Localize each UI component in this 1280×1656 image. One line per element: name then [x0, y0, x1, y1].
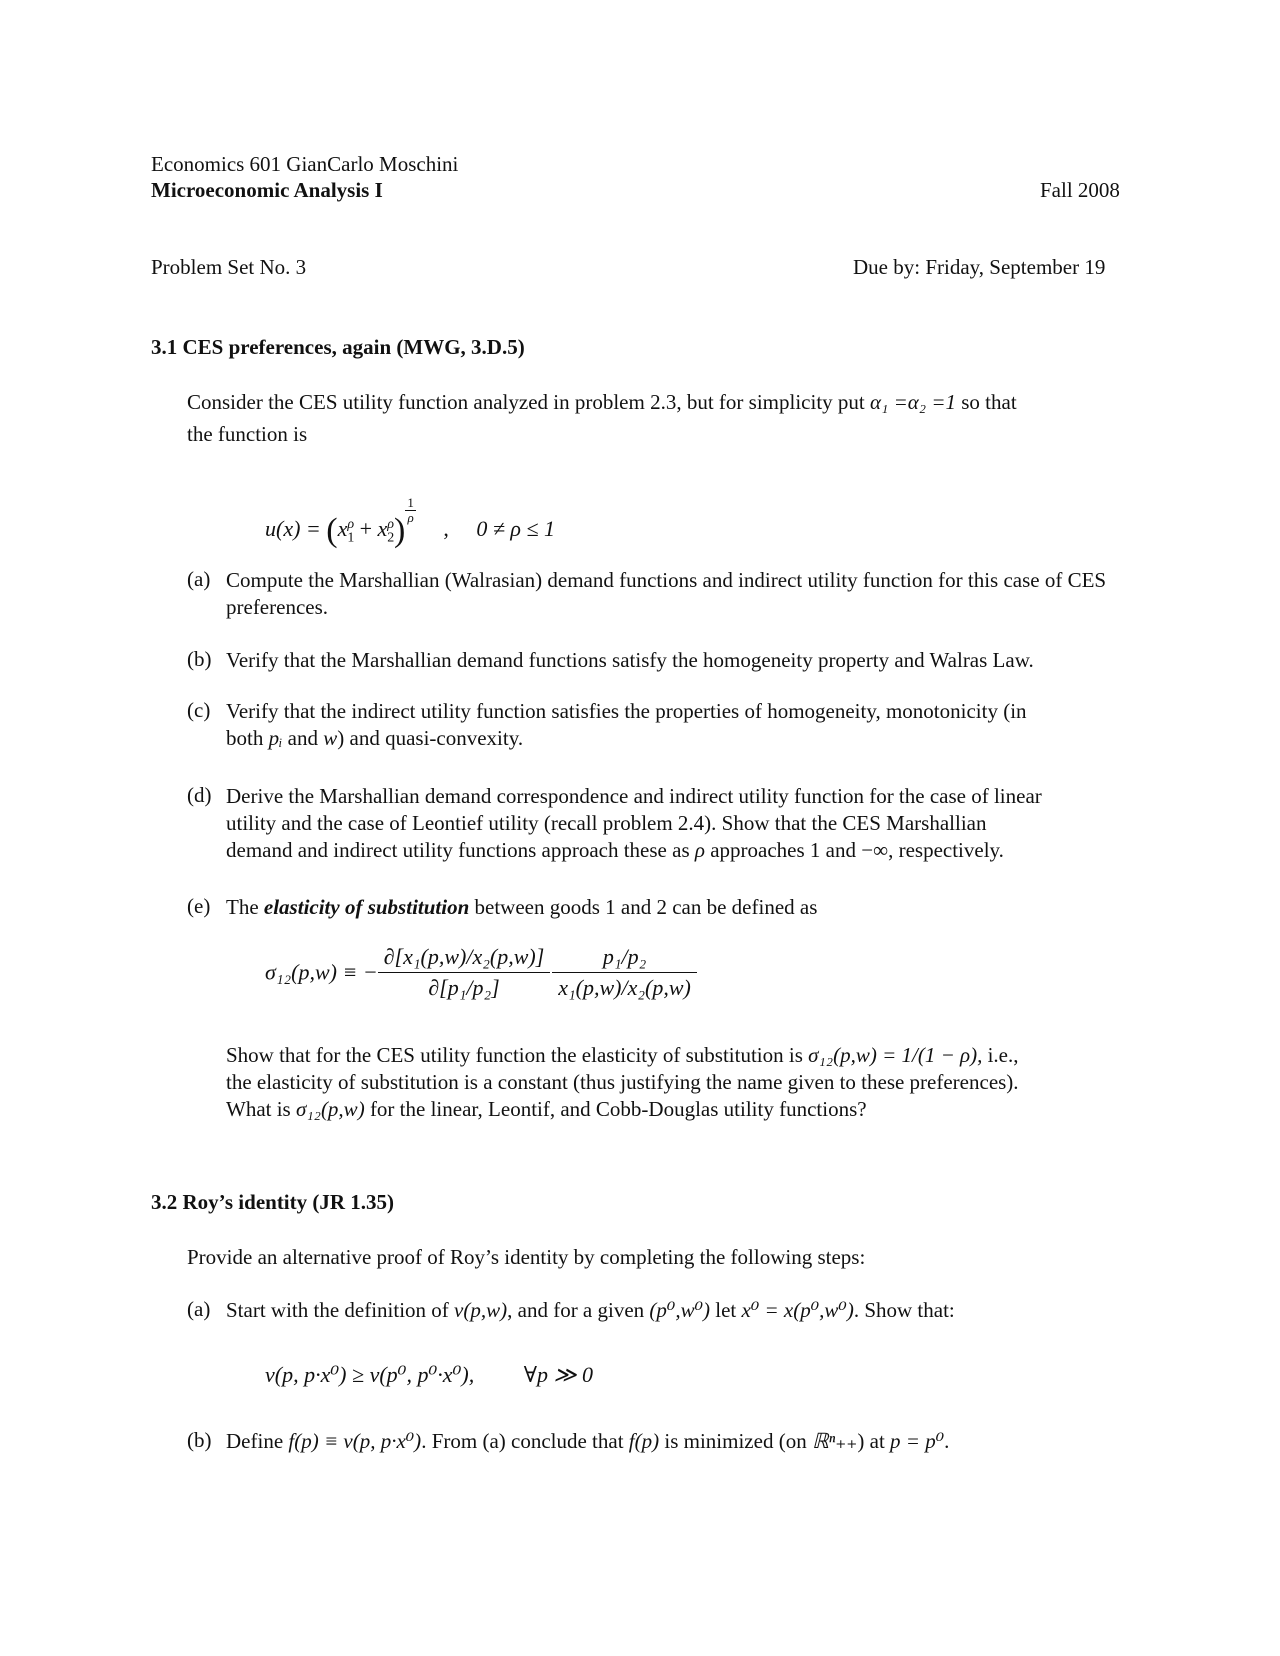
item-text-line3c: , respectively. [888, 838, 1004, 862]
ces-utility-equation: $u(x) = (x_1^\rho + x_2^\rho)$ $\frac{1}{\rho}$ , 0 ≠ ρ ≤ 1 [265, 495, 556, 549]
a-text-1: Start with the definition of [226, 1298, 455, 1322]
a-text-4: . Show that: [853, 1298, 955, 1322]
sigma-symbol: σ₁₂(p,w) [295, 1097, 365, 1121]
item-text-line1: Verify that the indirect utility function satisfies the properties of homogeneity, monotonicity (in [226, 699, 1027, 723]
p0-w0: (p⁰,w⁰) [649, 1298, 711, 1322]
roy-inequality [265, 1362, 593, 1388]
eq-condition: 0 ≠ ρ ≤ 1 [476, 516, 556, 541]
item-label: (a) [187, 1297, 211, 1321]
item-text: Compute the Marshallian (Walrasian) demand functions and indirect utility function for this case of CES preferences. [226, 568, 1107, 619]
item-label: (c) [187, 698, 211, 722]
positive-orthant: ℝⁿ₊₊ [811, 1429, 858, 1453]
intro-paragraph [187, 386, 1117, 450]
fraction-2-numerator: p₁/p₂ [552, 944, 697, 973]
roy-inequality-condition: ∀p ≫ 0 [523, 1362, 594, 1387]
intro-text-b: so that [956, 390, 1017, 414]
course-line: Economics 601 GianCarlo Moschini [151, 152, 459, 176]
roy-inequality-expr: v(p, p·x⁰) ≥ v(p⁰, p⁰·x⁰), [265, 1362, 475, 1387]
item-label: (b) [187, 647, 212, 671]
fraction-1-numerator: ∂[x₁(p,w)/x₂(p,w)] [378, 944, 551, 973]
eq-ux: u(x) = [265, 516, 321, 541]
item-label: (b) [187, 1428, 212, 1452]
intro-text-c: the function is [187, 422, 308, 446]
show-line3a: What is [226, 1097, 296, 1121]
item-label: (d) [187, 783, 212, 807]
a-text-2: , and for a given [507, 1298, 650, 1322]
w-symbol: w [323, 726, 338, 750]
fraction-2-denominator: x₁(p,w)/x₂(p,w) [558, 975, 691, 1000]
item-text-line2a: both [226, 726, 269, 750]
term: Fall 2008 [1040, 178, 1120, 202]
b-text-1: Define [226, 1429, 289, 1453]
roy-intro: Provide an alternative proof of Roy’s identity by completing the following steps: [187, 1245, 866, 1269]
item-label: (e) [187, 894, 211, 918]
show-line2: the elasticity of substitution is a constant (thus justifying the name given to these preferences). [226, 1070, 1019, 1094]
elasticity-equation [265, 944, 697, 1001]
fraction-1 [378, 944, 551, 1001]
b-text-5: . [944, 1429, 950, 1453]
item-label: (a) [187, 567, 211, 591]
item-text-line1: Derive the Marshallian demand correspondence and indirect utility function for the case of linear [226, 784, 1042, 808]
item-text: Verify that the Marshallian demand functions satisfy the homogeneity property and Walras Law. [226, 648, 1034, 672]
alpha-equation: α₁ =α₂ =1 [870, 390, 956, 414]
neg-infinity-symbol: −∞ [861, 838, 889, 862]
due-date: Due by: Friday, September 19 [853, 255, 1106, 279]
p-i-symbol: pᵢ [268, 726, 283, 750]
problem-set-number: Problem Set No. 3 [151, 255, 307, 279]
sigma-lhs: σ₁₂(p,w) ≡ − [265, 959, 378, 985]
section-heading-3-1: 3.1 CES preferences, again (MWG, 3.D.5) [151, 335, 525, 359]
a-text-3: let [710, 1298, 742, 1322]
show-line3b: for the linear, Leontif, and Cobb-Douglas utility functions? [364, 1097, 867, 1121]
x0-definition: x⁰ = x(p⁰,w⁰) [741, 1298, 854, 1322]
item-text-line2: utility and the case of Leontief utility (recall problem 2.4). Show that the CES Marshallian [226, 811, 987, 835]
item-text-a: The [226, 895, 264, 919]
fraction-1-denominator: ∂[p₁/p₂] [428, 975, 500, 1000]
item-text-b: between goods 1 and 2 can be defined as [469, 895, 818, 919]
item-text-line3b: approaches 1 and [704, 838, 862, 862]
f-definition: f(p) ≡ v(p, p·x⁰) [288, 1429, 422, 1453]
show-line1a: Show that for the CES utility function the elasticity of substitution is [226, 1043, 809, 1067]
course-title: Microeconomic Analysis I [151, 178, 383, 202]
sigma-result: σ₁₂(p,w) = 1/(1 − ρ), [808, 1043, 983, 1067]
section-heading-3-2: 3.2 Roy’s identity (JR 1.35) [151, 1190, 395, 1214]
b-text-3: is minimized (on [659, 1429, 812, 1453]
item-text-line3a: demand and indirect utility functions approach these as [226, 838, 695, 862]
b-text-2: . From (a) conclude that [421, 1429, 629, 1453]
elasticity-term: elasticity of substitution [263, 895, 470, 919]
b-text-4: ) at [857, 1429, 891, 1453]
fraction-2 [552, 944, 697, 1001]
show-line1b: i.e., [982, 1043, 1019, 1067]
v-pw: v(p,w) [454, 1298, 508, 1322]
rho-symbol: ρ [694, 838, 705, 862]
p-equals-p0: p = p⁰ [890, 1429, 945, 1453]
intro-text-a: Consider the CES utility function analyzed in problem 2.3, but for simplicity put [187, 390, 870, 414]
item-text-line2b: and [282, 726, 324, 750]
item-text-line2c: ) and quasi-convexity. [337, 726, 524, 750]
f-p: f(p) [628, 1429, 660, 1453]
